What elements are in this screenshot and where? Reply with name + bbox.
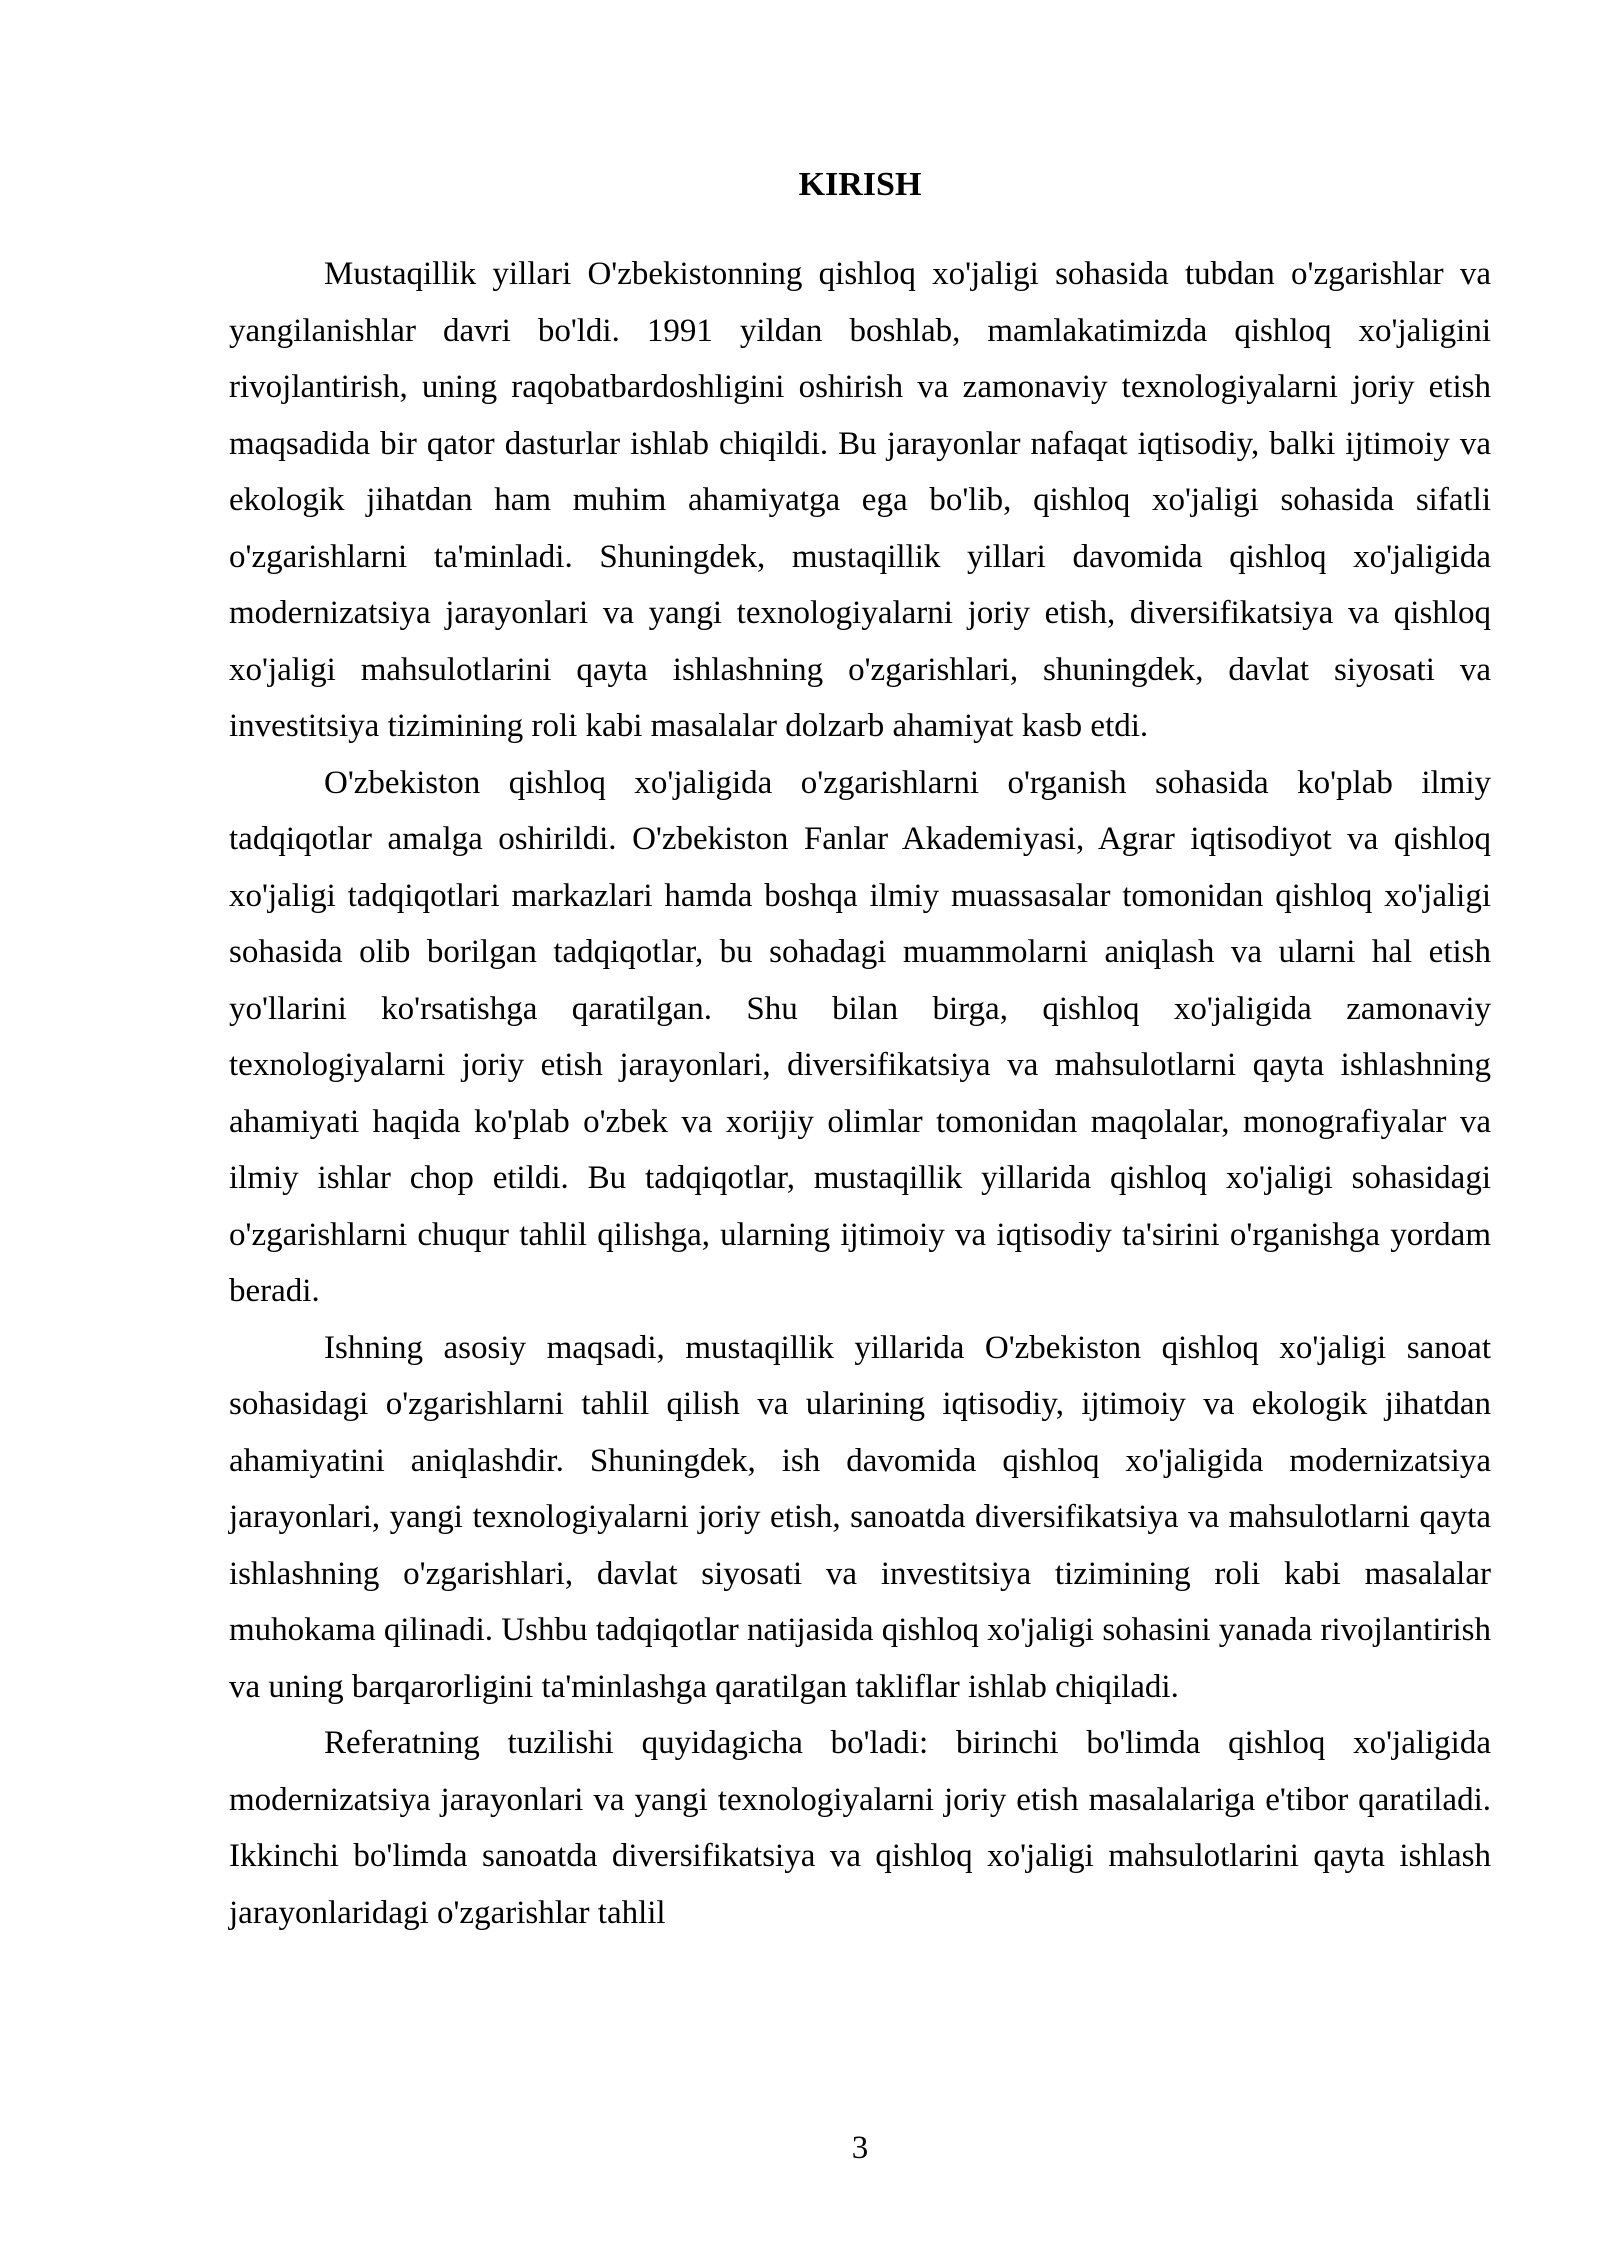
page-title: KIRISH: [798, 166, 922, 203]
paragraph-1: Mustaqillik yillari O'zbekistonning qishloq xo'jaligi sohasida tubdan o'zgarishlar va yangilanishlar davri bo'ldi. 1991 yildan boshlab, mamlakatimizda qishloq xo'jaligini rivojlantirish, uning raqobatbardoshligini oshirish va zamonaviy texnologiyalarni joriy etish maqsadida bir qator dasturlar ishlab chiqildi. Bu jarayonlar nafaqat iqtisodiy, balki ijtimoiy va ekologik jihatdan ham muhim ahamiyatga ega bo'lib, qishloq xo'jaligi sohasida sifatli o'zgarishlarni ta'minladi. Shuningdek, mustaqillik yillari davomida qishloq xo'jaligida modernizatsiya jarayonlari va yangi texnologiyalarni joriy etish, diversifikatsiya va qishloq xo'jaligi mahsulotlarini qayta ishlashning o'zgarishlari, shuningdek, davlat siyosati va investitsiya tizimining roli kabi masalalar dolzarb ahamiyat kasb etdi.: [229, 256, 1491, 744]
paragraph-4: Referatning tuzilishi quyidagicha bo'ladi: birinchi bo'limda qishloq xo'jaligida modernizatsiya jarayonlari va yangi texnologiyalarni joriy etish masalalariga e'tibor qaratiladi. Ikkinchi bo'limda sanoatda diversifikatsiya va qishloq xo'jaligi mahsulotlarini qayta ishlash jarayonlaridagi o'zgarishlar tahlil: [229, 1725, 1491, 1931]
body-text: [229, 246, 1491, 1941]
paragraph-3: Ishning asosiy maqsadi, mustaqillik yillarida O'zbekiston qishloq xo'jaligi sanoat sohasidagi o'zgarishlarni tahlil qilish va ularining iqtisodiy, ijtimoiy va ekologik jihatdan ahamiyatini aniqlashdir. Shuningdek, ish davomida qishloq xo'jaligida modernizatsiya jarayonlari, yangi texnologiyalarni joriy etish, sanoatda diversifikatsiya va mahsulotlarni qayta ishlashning o'zgarishlari, davlat siyosati va investitsiya tizimining roli kabi masalalar muhokama qilinadi. Ushbu tadqiqotlar natijasida qishloq xo'jaligi sohasini yanada rivojlantirish va uning barqarorligini ta'minlashga qaratilgan takliflar ishlab chiqiladi.: [229, 1329, 1491, 1705]
page-number: 3: [851, 2130, 869, 2166]
paragraph-2: O'zbekiston qishloq xo'jaligida o'zgarishlarni o'rganish sohasida ko'plab ilmiy tadqiqotlar amalga oshirildi. O'zbekiston Fanlar Akademiyasi, Agrar iqtisodiyot va qishloq xo'jaligi tadqiqotlari markazlari hamda boshqa ilmiy muassasalar tomonidan qishloq xo'jaligi sohasida olib borilgan tadqiqotlar, bu sohadagi muammolarni aniqlash va ularni hal etish yo'llarini ko'rsatishga qaratilgan. Shu bilan birga, qishloq xo'jaligida zamonaviy texnologiyalarni joriy etish jarayonlari, diversifikatsiya va mahsulotlarni qayta ishlashning ahamiyati haqida ko'plab o'zbek va xorijiy olimlar tomonidan maqolalar, monografiyalar va ilmiy ishlar chop etildi. Bu tadqiqotlar, mustaqillik yillarida qishloq xo'jaligi sohasidagi o'zgarishlarni chuqur tahlil qilishga, ularning ijtimoiy va iqtisodiy ta'sirini o'rganishga yordam beradi.: [229, 764, 1491, 1309]
